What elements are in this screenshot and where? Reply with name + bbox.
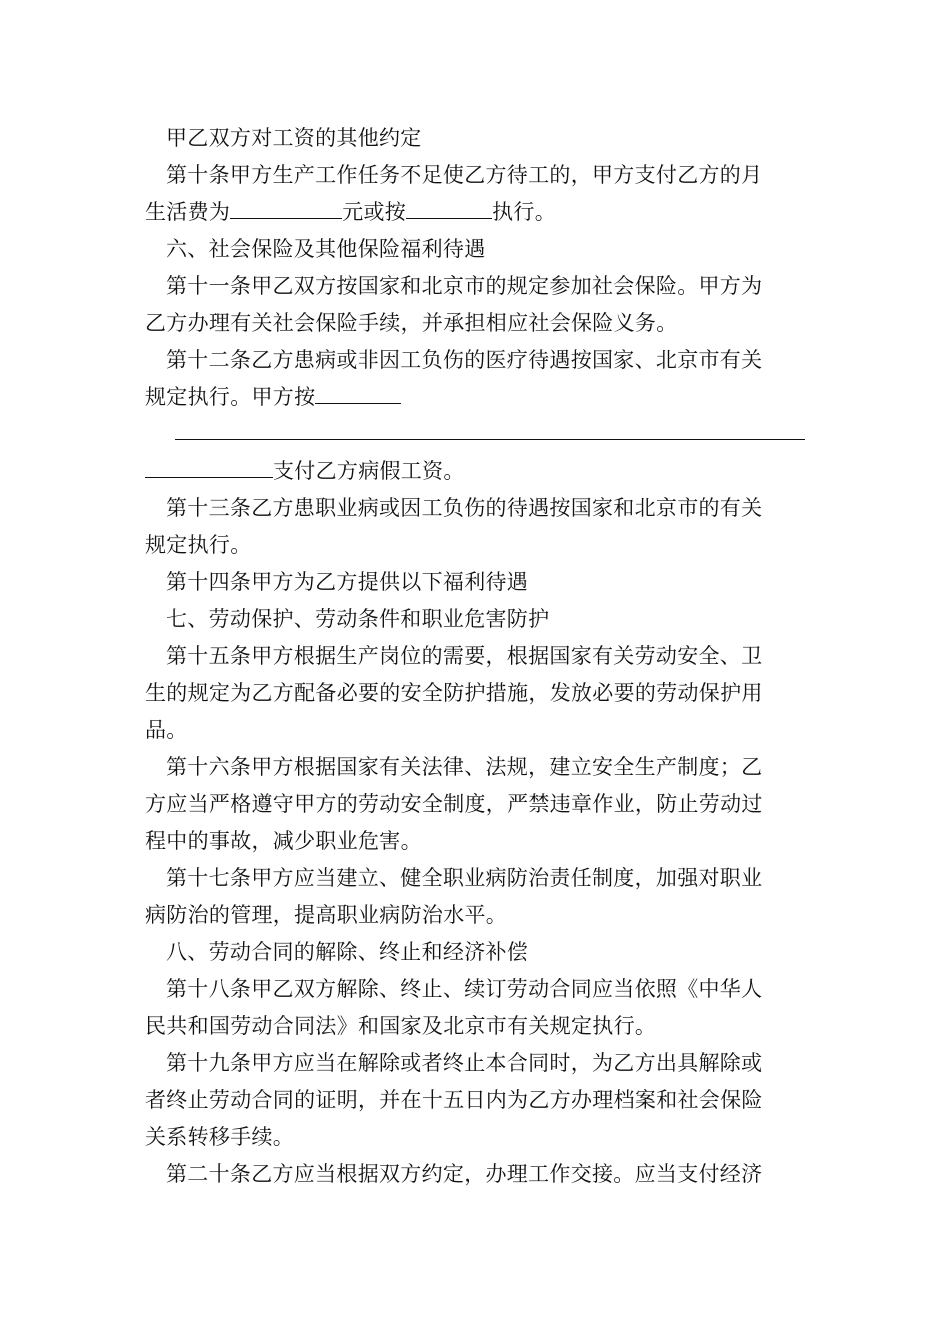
section-heading: 八、劳动合同的解除、终止和经济补偿 — [166, 940, 529, 964]
paragraph-line: 者终止劳动合同的证明，并在十五日内为乙方办理档案和社会保险 — [145, 1088, 763, 1112]
fill-blank — [230, 198, 342, 219]
paragraph-line: 病防治的管理，提高职业病防治水平。 — [145, 903, 508, 927]
fill-blank — [315, 383, 401, 404]
paragraph-line: 第十三条乙方患职业病或因工负伤的待遇按国家和北京市的有关 — [166, 496, 763, 520]
paragraph-line: 品。 — [145, 718, 188, 742]
paragraph-line — [145, 198, 810, 226]
paragraph-line: 第十七条甲方应当建立、健全职业病防治责任制度，加强对职业 — [166, 866, 763, 890]
text-segment: 执行。 — [492, 200, 557, 224]
paragraph-line — [145, 457, 810, 485]
section-heading: 七、劳动保护、劳动条件和职业危害防护 — [166, 607, 550, 631]
section-heading: 六、社会保险及其他保险福利待遇 — [166, 237, 486, 261]
paragraph-line: 民共和国劳动合同法》和国家及北京市有关规定执行。 — [145, 1014, 657, 1038]
paragraph-line: 乙方办理有关社会保险手续，并承担相应社会保险义务。 — [145, 311, 678, 335]
text-segment: 生活费为 — [145, 200, 231, 224]
paragraph-line: 第二十条乙方应当根据双方约定，办理工作交接。应当支付经济 — [166, 1162, 763, 1186]
paragraph-line: 规定执行。 — [145, 533, 252, 557]
paragraph-line: 第十一条甲乙双方按国家和北京市的规定参加社会保险。甲方为 — [166, 274, 763, 298]
paragraph-line: 第十二条乙方患病或非因工负伤的医疗待遇按国家、北京市有关 — [166, 348, 763, 372]
paragraph-line: 第十条甲方生产工作任务不足使乙方待工的，甲方支付乙方的月 — [166, 163, 763, 187]
paragraph-line: 程中的事故，减少职业危害。 — [145, 829, 422, 853]
paragraph-line: 生的规定为乙方配备必要的安全防护措施，发放必要的劳动保护用 — [145, 681, 763, 705]
paragraph-line: 第十八条甲乙双方解除、终止、续订劳动合同应当依照《中华人 — [166, 977, 763, 1001]
text-segment: 支付乙方病假工资。 — [273, 459, 465, 483]
paragraph-line: 第十九条甲方应当在解除或者终止本合同时，为乙方出具解除或 — [166, 1051, 763, 1075]
fill-blank — [145, 457, 273, 478]
paragraph-line: 甲乙双方对工资的其他约定 — [166, 126, 422, 150]
paragraph-line: 方应当严格遵守甲方的劳动安全制度，严禁违章作业，防止劳动过 — [145, 792, 763, 816]
text-segment: 规定执行。甲方按 — [145, 385, 316, 409]
fill-blank — [406, 198, 492, 219]
paragraph-line: 第十六条甲方根据国家有关法律、法规，建立安全生产制度；乙 — [166, 755, 763, 779]
paragraph-line: 第十四条甲方为乙方提供以下福利待遇 — [166, 570, 529, 594]
paragraph-line: 第十五条甲方根据生产岗位的需要，根据国家有关劳动安全、卫 — [166, 644, 763, 668]
fill-blank-rule — [175, 439, 805, 440]
text-segment: 元或按 — [342, 200, 407, 224]
paragraph-line: 关系转移手续。 — [145, 1125, 295, 1149]
paragraph-line — [145, 383, 810, 411]
